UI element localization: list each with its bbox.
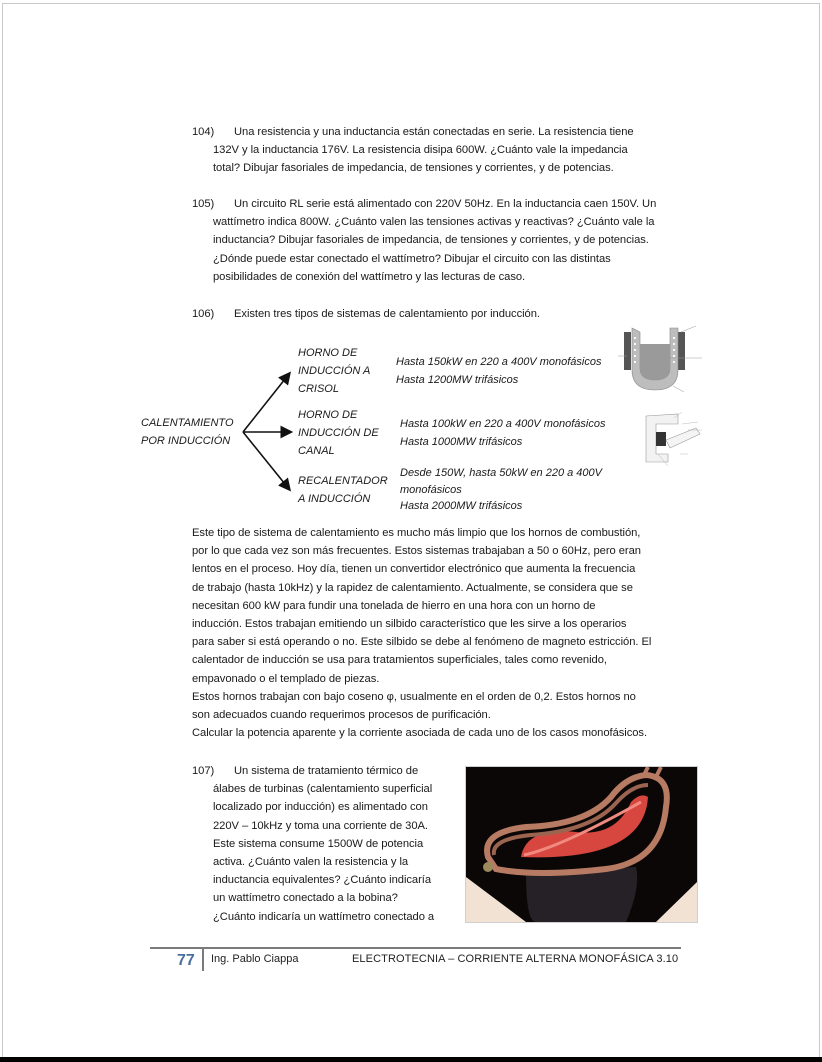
text-line: activa. ¿Cuánto valen la resistencia y la	[213, 856, 409, 869]
spec-line: Hasta 2000MW trifásicos	[400, 500, 523, 512]
text-line: un wattímetro conectado a la bobina?	[213, 892, 398, 905]
branch-recalentador-specs	[400, 465, 602, 515]
text-line: ¿Cuánto indicaría un wattímetro conectado a	[213, 910, 435, 923]
branch-recalentador-name	[298, 472, 388, 508]
crucible-furnace-icon	[618, 322, 704, 394]
page-number: 77	[177, 952, 195, 969]
text-line: wattímetro indica 800W. ¿Cuánto valen las tensiones activas y reactivas? ¿Cuánto vale la	[213, 216, 655, 229]
branch-crisol-name	[298, 344, 370, 398]
text-line: Estos hornos trabajan con bajo coseno φ, usualmente en el orden de 0,2. Estos hornos no	[192, 690, 636, 703]
text-line: inductancia? Dibujar fasoriales de impedancia, de tensiones y corrientes, y de potencias.	[213, 234, 649, 247]
text-line: son adecuados cuando requerimos procesos de purificación.	[192, 709, 491, 722]
footer-title: ELECTROTECNIA – CORRIENTE ALTERNA MONOFÁSICA 3.10	[352, 953, 679, 965]
spec-line: Hasta 100kW en 220 a 400V monofásicos	[400, 418, 606, 430]
text-line: Un circuito RL serie está alimentado con 220V 50Hz. En la inductancia caen 150V. Un	[234, 198, 657, 210]
footer-separator	[202, 949, 204, 971]
problem-number: 107)	[192, 765, 215, 777]
name-line: INDUCCIÓN DE	[298, 427, 379, 439]
problem-106-body	[192, 524, 692, 742]
turbine-blade-coil-icon	[466, 767, 697, 922]
text-line: necesitan 600 kW para fundir una tonelada de hierro en una hora con un horno de	[192, 599, 596, 612]
name-line: HORNO DE	[298, 409, 358, 421]
text-line: de trabajo (hasta 10kHz) y la rapidez de calentamiento. Actualmente, se considera que se	[192, 581, 633, 594]
text-line: Un sistema de tratamiento térmico de	[234, 765, 419, 777]
problem-107	[192, 762, 462, 926]
name-line: HORNO DE	[298, 347, 358, 359]
name-line: INDUCCIÓN A	[298, 365, 371, 377]
text-line: Una resistencia y una inductancia están conectadas en serie. La resistencia tiene	[234, 126, 634, 138]
text-line: Este sistema consume 1500W de potencia	[213, 837, 424, 850]
problem-number: 105)	[192, 198, 215, 210]
text-line: lentos en el proceso. Hoy día, tienen un convertidor electrónico que aumenta la frecuencia	[192, 563, 636, 576]
text-line: álabes de turbinas (calentamiento superficial	[213, 783, 433, 796]
problem-number: 104)	[192, 126, 215, 138]
text-line: empavonado o el templado de piezas.	[192, 672, 380, 685]
spec-line: Hasta 150kW en 220 a 400V monofásicos	[396, 356, 602, 368]
spec-line: Desde 150W, hasta 50kW en 220 a 400V	[400, 467, 602, 479]
spec-line: Hasta 1000MW trifásicos	[400, 436, 523, 448]
channel-furnace-icon	[638, 410, 704, 468]
text-line: localizado por inducción) es alimentado con	[213, 801, 428, 814]
text-line: por lo que cada vez son más frecuentes. Estos sistemas trabajaban a 50 o 60Hz, pero eran	[192, 545, 641, 558]
text-line: ¿Dónde puede estar conectado el wattímetro? Dibujar el circuito con las distintas	[213, 252, 611, 265]
text-line: 132V y la inductancia 176V. La resistencia disipa 600W. ¿Cuánto vale la impedancia	[213, 144, 628, 157]
branch-canal-specs	[400, 415, 605, 451]
text-line: 220V – 10kHz y toma una corriente de 30A.	[213, 819, 428, 832]
text-line: para saber si está operando o no. Este silbido se debe al fenómeno de magneto estricción. El	[192, 636, 652, 649]
text-line: inductancia equivalentes? ¿Cuánto indicaría	[213, 874, 432, 887]
branch-crisol-specs	[396, 353, 601, 389]
text-line: Calcular la potencia aparente y la corriente asociada de cada uno de los casos monofásicos.	[192, 727, 648, 740]
root-line: CALENTAMIENTO	[141, 417, 234, 429]
footer-author: Ing. Pablo Ciappa	[211, 953, 299, 965]
spec-line: monofásicos	[400, 483, 462, 496]
text-line: posibilidades de conexión del wattímetro y las lecturas de caso.	[213, 270, 526, 283]
text-line: total? Dibujar fasoriales de impedancia, de tensiones y corrientes, y de potencias.	[213, 162, 614, 175]
text-line: Existen tres tipos de sistemas de calentamiento por inducción.	[234, 308, 540, 320]
text-line: Este tipo de sistema de calentamiento es mucho más limpio que los hornos de combustión,	[192, 527, 641, 539]
text-line: calentador de inducción se usa para tratamientos superficiales, tales como revenido,	[192, 654, 607, 667]
footer-rule	[150, 947, 681, 949]
problem-number: 106)	[192, 308, 215, 320]
name-line: CRISOL	[298, 383, 339, 395]
name-line: A INDUCCIÓN	[298, 493, 371, 505]
root-line: POR INDUCCIÓN	[141, 435, 231, 447]
name-line: RECALENTADOR	[298, 475, 388, 487]
spec-line: Hasta 1200MW trifásicos	[396, 374, 519, 386]
text-line: inducción. Estos trabajan emitiendo un silbido característico que les sirve a los operarios	[192, 618, 627, 631]
name-line: CANAL	[298, 445, 335, 457]
branch-canal-name	[298, 406, 379, 460]
induction-coil-photo	[465, 766, 698, 923]
